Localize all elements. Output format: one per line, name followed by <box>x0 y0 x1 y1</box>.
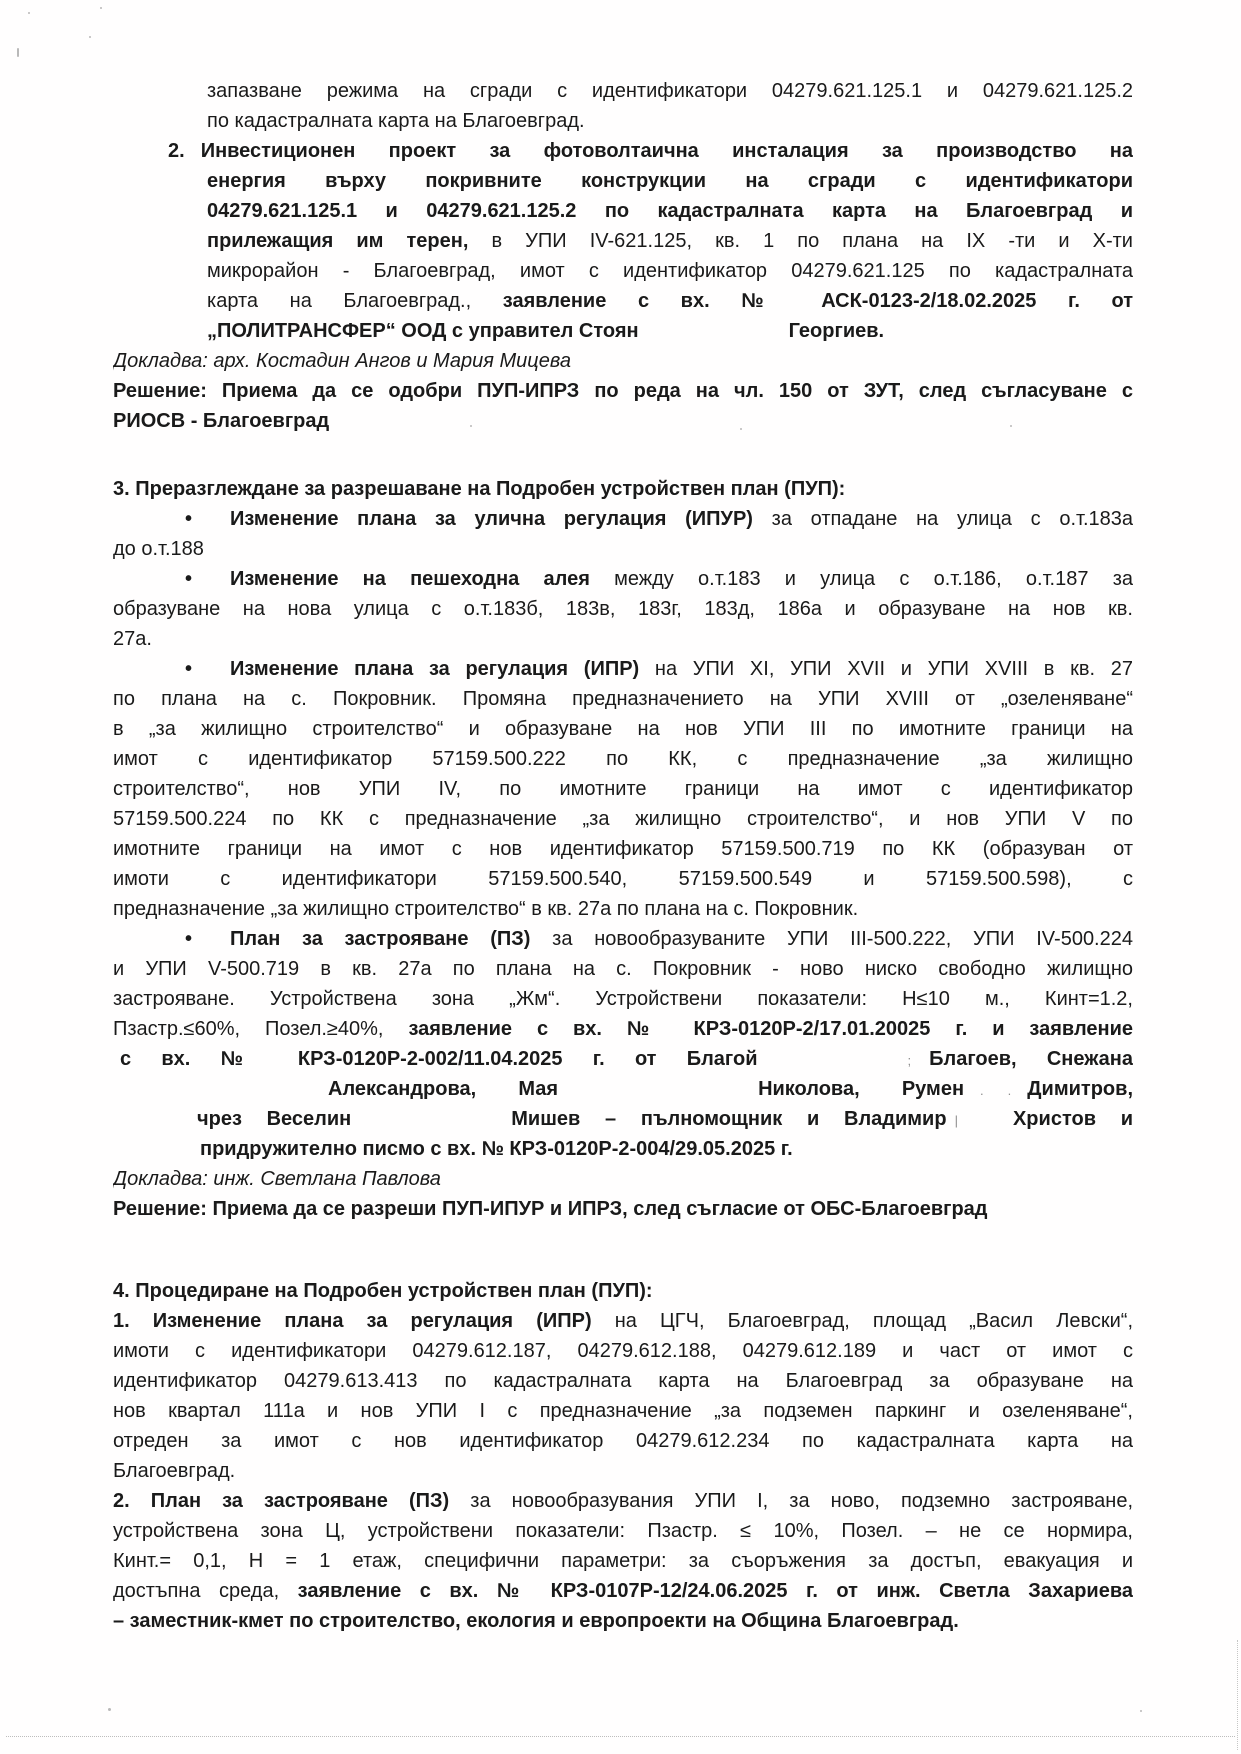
item2-l4 <box>113 226 1133 256</box>
text-segment: за новообразуваните УПИ III-500.222, УПИ IV-500.224 <box>530 928 1133 950</box>
text-segment: между о.т.183 и улица с о.т.186, о.т.187 за <box>589 568 1133 590</box>
decision-1-l2 <box>113 406 1133 436</box>
text-segment: запазване режима на сгради с идентификатори 04279.621.125.1 и 04279.621.125.2 <box>207 80 1133 102</box>
text-segment: Пзастр.≤60%, Позел.≥40%, <box>113 1018 409 1040</box>
redaction-gap <box>958 1124 1013 1125</box>
text-segment: прилежащия им терен, <box>207 230 469 252</box>
bullet3-l4 <box>113 744 1133 774</box>
s4-item1-l6 <box>113 1456 1133 1486</box>
item2-l2 <box>113 166 1133 196</box>
s4-item1-l5 <box>113 1426 1133 1456</box>
text-segment: и УПИ V-500.719 в кв. 27а по плана на с. Покровник - ново ниско свободно жилищно <box>113 958 1133 980</box>
text-segment: Инвестиционен проект за фотоволтаична инсталация за производство на <box>200 140 1133 162</box>
text-segment: • <box>185 568 193 590</box>
redaction-gap <box>185 156 201 157</box>
text-segment: за новообразувания УПИ I, за ново, подземно застрояване, <box>449 1490 1133 1512</box>
bullet3-l1 <box>113 654 1133 684</box>
scan-noise-line <box>6 1736 1235 1737</box>
text-segment: 04279.621.125.1 и 04279.621.125.2 по кадастралната карта на Благоевград и <box>207 200 1133 222</box>
text-segment: 27а. <box>113 628 152 650</box>
redaction-gap <box>639 336 789 337</box>
text-segment: „ПОЛИТРАНСФЕР“ ООД с управител Стоян <box>207 320 639 342</box>
redaction-mark: . <box>980 1083 984 1098</box>
item2-l1 <box>113 136 1133 166</box>
document-body <box>113 76 1133 1636</box>
text-segment: достъпна среда, <box>113 1580 298 1602</box>
text-segment: за отпадане на улица с о.т.183а <box>752 508 1133 530</box>
text-segment: Кинт.= 0,1, Н = 1 етаж, специфични параметри: за съоръжения за достъп, евакуация и <box>113 1550 1133 1572</box>
redaction-gap <box>192 944 230 945</box>
item1-continuation-l1 <box>113 76 1133 106</box>
text-segment: предназначение „за жилищно строителство“ в кв. 27а по плана на с. Покровник. <box>113 898 859 920</box>
item1-continuation-l2 <box>113 106 1133 136</box>
text-segment: строителство“, нов УПИ IV, по имотните граници на имот с идентификатор <box>113 778 1133 800</box>
text-segment: 57159.500.224 по КК с предназначение „за жилищно строителство“, и нов УПИ V по <box>113 808 1133 830</box>
text-segment: чрез Веселин <box>197 1108 352 1130</box>
s4-item2-l4 <box>113 1576 1133 1606</box>
s4-item2-l1 <box>113 1486 1133 1516</box>
text-segment: 1. Изменение плана за регулация (ИПР) <box>113 1310 592 1332</box>
redaction-gap <box>947 1124 955 1125</box>
bullet4-l8 <box>113 1134 1133 1164</box>
redaction-mark: | <box>954 1113 958 1128</box>
s4-item2-l5 <box>113 1606 1133 1636</box>
text-segment: Решение: Приема да се разреши ПУП-ИПУР и ИПРЗ, след съгласие от ОБС-Благоевград <box>113 1198 988 1220</box>
text-segment: План за застрояване (ПЗ) <box>230 928 531 950</box>
section-3-title <box>113 474 1133 504</box>
text-segment: с вх. № КРЗ-0120Р-2-002/11.04.2025 г. от Благой <box>120 1048 758 1070</box>
scan-speck <box>89 36 91 38</box>
item2-l6 <box>113 286 1133 316</box>
text-segment: в УПИ IV-621.125, кв. 1 по плана на IX -ти и X-ти <box>468 230 1133 252</box>
scan-speck <box>108 1708 111 1711</box>
s4-item1-l1 <box>113 1306 1133 1336</box>
text-segment: микрорайон - Благоевград, имот с идентификатор 04279.621.125 по кадастралната <box>207 260 1133 282</box>
scan-speck <box>100 7 102 9</box>
text-segment: на УПИ XI, УПИ XVII и УПИ XVIII в кв. 27 <box>639 658 1133 680</box>
bullet3-l5 <box>113 774 1133 804</box>
text-segment: на ЦГЧ, Благоевград, площад „Васил Левски“, <box>591 1310 1133 1332</box>
bullet2-l2 <box>113 594 1133 624</box>
bullet2-l1 <box>113 564 1133 594</box>
text-segment: до о.т.188 <box>113 538 204 560</box>
text-segment: Изменение на пешеходна алея <box>230 568 590 590</box>
text-segment: Докладва: арх. Костадин Ангов и Мария Мицева <box>113 350 571 372</box>
text-segment: заявление с вх. № КРЗ-0107Р-12/24.06.2025 г. от инж. Светла Захариева <box>297 1580 1133 1602</box>
text-segment: Изменение плана за регулация (ИПР) <box>230 658 640 680</box>
text-segment: Решение: Приема да се одобри ПУП-ИПРЗ по реда на чл. 150 от ЗУТ, след съгласуване с <box>113 380 1133 402</box>
bullet4-l1 <box>113 924 1133 954</box>
item2-l7 <box>113 316 1133 346</box>
item2-l5 <box>113 256 1133 286</box>
text-segment: нов квартал 111а и нов УПИ I с предназначение „за подземен паркинг и озеленяване“, <box>113 1400 1133 1422</box>
text-segment: заявление с вх. № КРЗ-0120Р-2/17.01.20025 г. и заявление <box>408 1018 1133 1040</box>
decision-2 <box>113 1194 1133 1224</box>
bullet3-l6 <box>113 804 1133 834</box>
s4-item1-l4 <box>113 1396 1133 1426</box>
item2-l3 <box>113 196 1133 226</box>
text-segment: отреден за имот с нов идентификатор 04279.612.234 по кадастралната карта на <box>113 1430 1133 1452</box>
text-segment: 2. <box>168 140 185 162</box>
text-segment: Димитров, <box>1027 1078 1133 1100</box>
redaction-gap <box>558 1094 758 1095</box>
paragraph-spacer <box>113 1224 1133 1276</box>
bullet4-l6 <box>113 1074 1133 1104</box>
text-segment: • <box>185 928 193 950</box>
scan-speck <box>1140 1710 1142 1712</box>
bullet1-l2 <box>113 534 1133 564</box>
scan-speck <box>470 425 472 427</box>
s4-item2-l2 <box>113 1516 1133 1546</box>
redaction-gap <box>964 1094 980 1095</box>
redaction-mark: . <box>1007 1083 1012 1098</box>
scan-noise-line <box>1237 1640 1238 1750</box>
bullet4-l7 <box>113 1104 1133 1134</box>
text-segment: имоти с идентификатори 57159.500.540, 57159.500.549 и 57159.500.598), с <box>113 868 1133 890</box>
bullet3-l3 <box>113 714 1133 744</box>
text-segment: РИОСВ - Благоевград <box>113 410 330 432</box>
text-segment: • <box>185 508 193 530</box>
redaction-gap <box>192 524 230 525</box>
text-segment: заявление с вх. № АСК-0123-2/18.02.2025 г. от <box>502 290 1133 312</box>
text-segment: Изменение плана за улична регулация (ИПУР) <box>230 508 753 530</box>
bullet3-l2 <box>113 684 1133 714</box>
bullet4-l5 <box>113 1044 1133 1074</box>
bullet4-l3 <box>113 984 1133 1014</box>
text-segment: Мишев – пълномощник и Владимир <box>511 1108 947 1130</box>
redaction-gap <box>758 1064 908 1065</box>
reporter-2 <box>113 1164 1133 1194</box>
scan-speck <box>740 428 742 430</box>
text-segment: придружително писмо с вх. № КРЗ-0120Р-2-004/29.05.2025 г. <box>200 1138 793 1160</box>
text-segment: • <box>185 658 193 680</box>
text-segment: идентификатор 04279.613.413 по кадастралната карта на Благоевград за образуване на <box>113 1370 1133 1392</box>
redaction-gap <box>192 584 230 585</box>
text-segment: Николова, Румен <box>758 1078 965 1100</box>
bullet3-l9 <box>113 894 1133 924</box>
bullet2-l3 <box>113 624 1133 654</box>
text-segment: имотните граници на имот с нов идентификатор 57159.500.719 по КК (образуван от <box>113 838 1133 860</box>
text-segment: 3. Преразглеждане за разрешаване на Подробен устройствен план (ПУП): <box>113 478 846 500</box>
reporter-1 <box>113 346 1133 376</box>
text-segment: имот с идентификатор 57159.500.222 по КК, с предназначение „за жилищно <box>113 748 1133 770</box>
redaction-gap <box>1011 1094 1027 1095</box>
scan-speck <box>28 12 30 14</box>
text-segment: по кадастралната карта на Благоевград. <box>207 110 585 132</box>
redaction-gap <box>984 1094 1008 1095</box>
section-4-title <box>113 1276 1133 1306</box>
text-segment: 4. Процедиране на Подробен устройствен план (ПУП): <box>113 1280 653 1302</box>
bullet4-l2 <box>113 954 1133 984</box>
redaction-gap <box>911 1064 929 1065</box>
redaction-gap <box>192 674 230 675</box>
text-segment: Благоевград. <box>113 1460 236 1482</box>
scan-speck <box>17 48 19 57</box>
redaction-gap <box>351 1124 511 1125</box>
text-segment: по плана на с. Покровник. Промяна предназначението на УПИ XVIII от „озеленяване“ <box>113 688 1133 710</box>
redaction-mark: ; <box>907 1053 912 1068</box>
decision-1-l1 <box>113 376 1133 406</box>
text-segment: Христов и <box>1012 1108 1133 1130</box>
bullet4-l4 <box>113 1014 1133 1044</box>
text-segment: застрояване. Устройствена зона „Жм“. Устройствени показатели: Н≤10 м., Кинт=1.2, <box>113 988 1133 1010</box>
bullet3-l7 <box>113 834 1133 864</box>
text-segment: Благоев, Снежана <box>929 1048 1133 1070</box>
text-segment: в „за жилищно строителство“ и образуване на нов УПИ III по имотните граници на <box>113 718 1133 740</box>
paragraph-spacer <box>113 436 1133 474</box>
text-segment: имоти с идентификатори 04279.612.187, 04279.612.188, 04279.612.189 и част от имот с <box>113 1340 1133 1362</box>
text-segment: енергия върху покривните конструкции на сгради с идентификатори <box>207 170 1133 192</box>
s4-item2-l3 <box>113 1546 1133 1576</box>
bullet3-l8 <box>113 864 1133 894</box>
text-segment: Александрова, Мая <box>328 1078 559 1100</box>
s4-item1-l2 <box>113 1336 1133 1366</box>
bullet1-l1 <box>113 504 1133 534</box>
text-segment: Докладва: инж. Светлана Павлова <box>113 1168 441 1190</box>
text-segment: Георгиев. <box>788 320 885 342</box>
scan-speck <box>1010 425 1012 427</box>
text-segment: 2. План за застрояване (ПЗ) <box>113 1490 450 1512</box>
text-segment: устройствена зона Ц, устройствени показатели: Пзастр. ≤ 10%, Позел. – не се нормира, <box>113 1520 1133 1542</box>
text-segment: образуване на нова улица с о.т.183б, 183в, 183г, 183д, 186а и образуване на нов кв. <box>113 598 1133 620</box>
text-segment: – заместник-кмет по строителство, екология и европроекти на Община Благоевград. <box>113 1610 959 1632</box>
text-segment: карта на Благоевград., <box>207 290 503 312</box>
s4-item1-l3 <box>113 1366 1133 1396</box>
